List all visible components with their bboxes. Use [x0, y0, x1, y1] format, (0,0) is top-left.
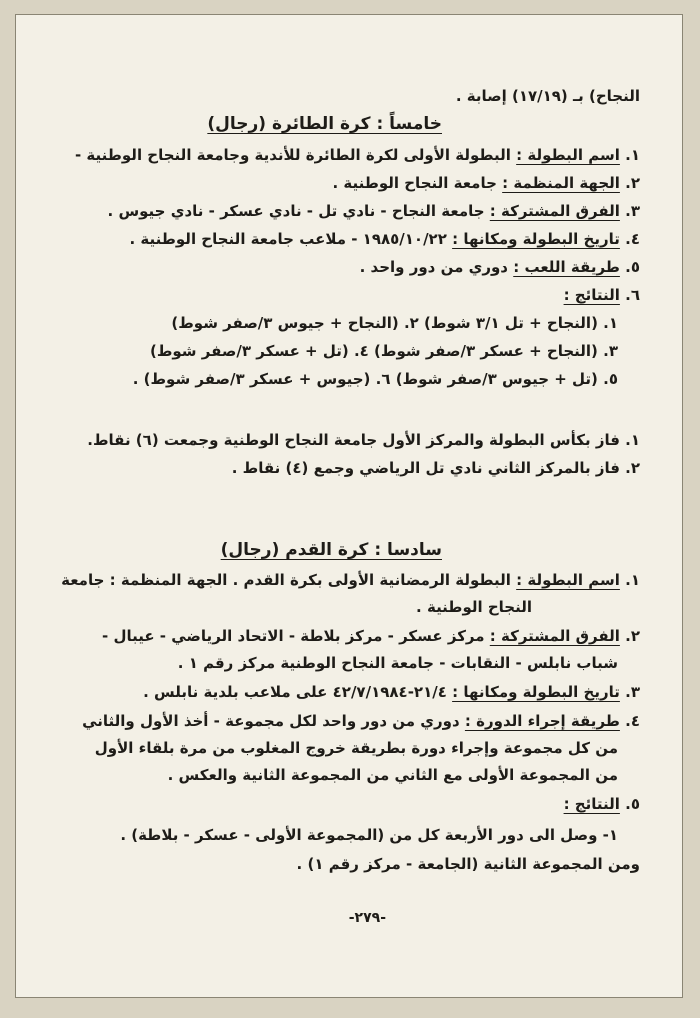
s5-result-1: ١. (النجاح + تل ٣/١ شوط) ٢. (النجاح + جيوس ٣/صفر شوط): [171, 314, 618, 332]
s6-result-2: ومن المجموعة الثانية (الجامعة - مركز رقم ١) .: [296, 855, 640, 873]
s5-item-3-label: الفرق المشتركة :: [489, 202, 620, 220]
s5-item-6-label: النتائج :: [563, 286, 620, 304]
s5-item-5: ٥. طريقة اللعب : دوري من دور واحد .: [359, 258, 640, 276]
s6-item-4-label: طريقة إجراء الدورة :: [464, 712, 620, 730]
s5-item-4-label: تاريخ البطولة ومكانها :: [452, 230, 620, 248]
s5-result-2: ٣. (النجاح + عسكر ٣/صفر شوط) ٤. (تل + عسكر ٣/صفر شوط): [149, 342, 618, 360]
s5-item-1-label: اسم البطولة :: [516, 146, 620, 164]
s5-item-1: ١. اسم البطولة : البطولة الأولى لكرة الطائرة للأندية وجامعة النجاح الوطنية -: [74, 146, 640, 164]
s6-item-3: ٣. تاريخ البطولة ومكانها : ٢١/٤-٤٢/٧/١٩٨٤ على ملاعب بلدية نابلس .: [143, 683, 640, 701]
s6-item-2-cont: شباب نابلس - النقابات - جامعة النجاح الوطنية مركز رقم ١ .: [177, 654, 618, 672]
s6-result-1: ١- وصل الى دور الأربعة كل من (المجموعة الأولى - عسكر - بلاطة) .: [120, 826, 618, 844]
s6-item-1-cont: النجاح الوطنية .: [416, 598, 532, 616]
s6-item-1-label: اسم البطولة :: [516, 571, 620, 589]
s5-item-4: ٤. تاريخ البطولة ومكانها : ١٩٨٥/١٠/٢٢ - ملاعب جامعة النجاح الوطنية .: [129, 230, 640, 248]
s6-item-1: ١. اسم البطولة : البطولة الرمضانية الأولى بكرة القدم . الجهة المنظمة : جامعة: [61, 571, 640, 589]
s6-item-4-cont-1: من كل مجموعة وإجراء دورة بطريقة خروج المغلوب من مرة بلقاء الأول: [94, 739, 618, 757]
page-number: -٢٧٩-: [348, 910, 386, 926]
s6-item-5-label: النتائج :: [563, 795, 620, 813]
s5-winner-2: ٢. فاز بالمركز الثاني نادي تل الرياضي وجمع (٤) نقاط .: [231, 459, 640, 477]
s5-item-3: ٣. الفرق المشتركة : جامعة النجاح - نادي تل - نادي عسكر - نادي جيوس .: [107, 202, 640, 220]
continuation-line: النجاح) بـ (١٧/١٩) إصابة .: [455, 87, 640, 105]
s6-item-4: ٤. طريقة إجراء الدورة : دوري من دور واحد لكل مجموعة - أخذ الأول والثاني: [82, 712, 640, 730]
section5-heading: خامساً : كرة الطائرة (رجال): [207, 114, 442, 134]
s5-winner-1: ١. فاز بكأس البطولة والمركز الأول جامعة النجاح الوطنية وجمعت (٦) نقاط.: [87, 431, 640, 449]
s6-item-2-label: الفرق المشتركة :: [489, 627, 620, 645]
s5-item-2: ٢. الجهة المنظمة : جامعة النجاح الوطنية .: [332, 174, 640, 192]
document-page: [15, 14, 683, 998]
s6-item-4-cont-2: من المجموعة الأولى مع الثاني من المجموعة الثانية والعكس .: [167, 766, 618, 784]
s6-item-2: ٢. الفرق المشتركة : مركز عسكر - مركز بلاطة - الاتحاد الرياضي - عيبال -: [102, 627, 640, 645]
s6-item-3-label: تاريخ البطولة ومكانها :: [452, 683, 620, 701]
section6-heading: سادسا : كرة القدم (رجال): [220, 540, 442, 560]
s5-item-2-label: الجهة المنظمة :: [502, 174, 620, 192]
s5-item-5-label: طريقة اللعب :: [513, 258, 620, 276]
s5-item-6: ٦. النتائج :: [563, 286, 640, 304]
s6-item-5: ٥. النتائج :: [563, 795, 640, 813]
s5-result-3: ٥. (تل + جيوس ٣/صفر شوط) ٦. (جيوس + عسكر ٣/صفر شوط) .: [132, 370, 618, 388]
